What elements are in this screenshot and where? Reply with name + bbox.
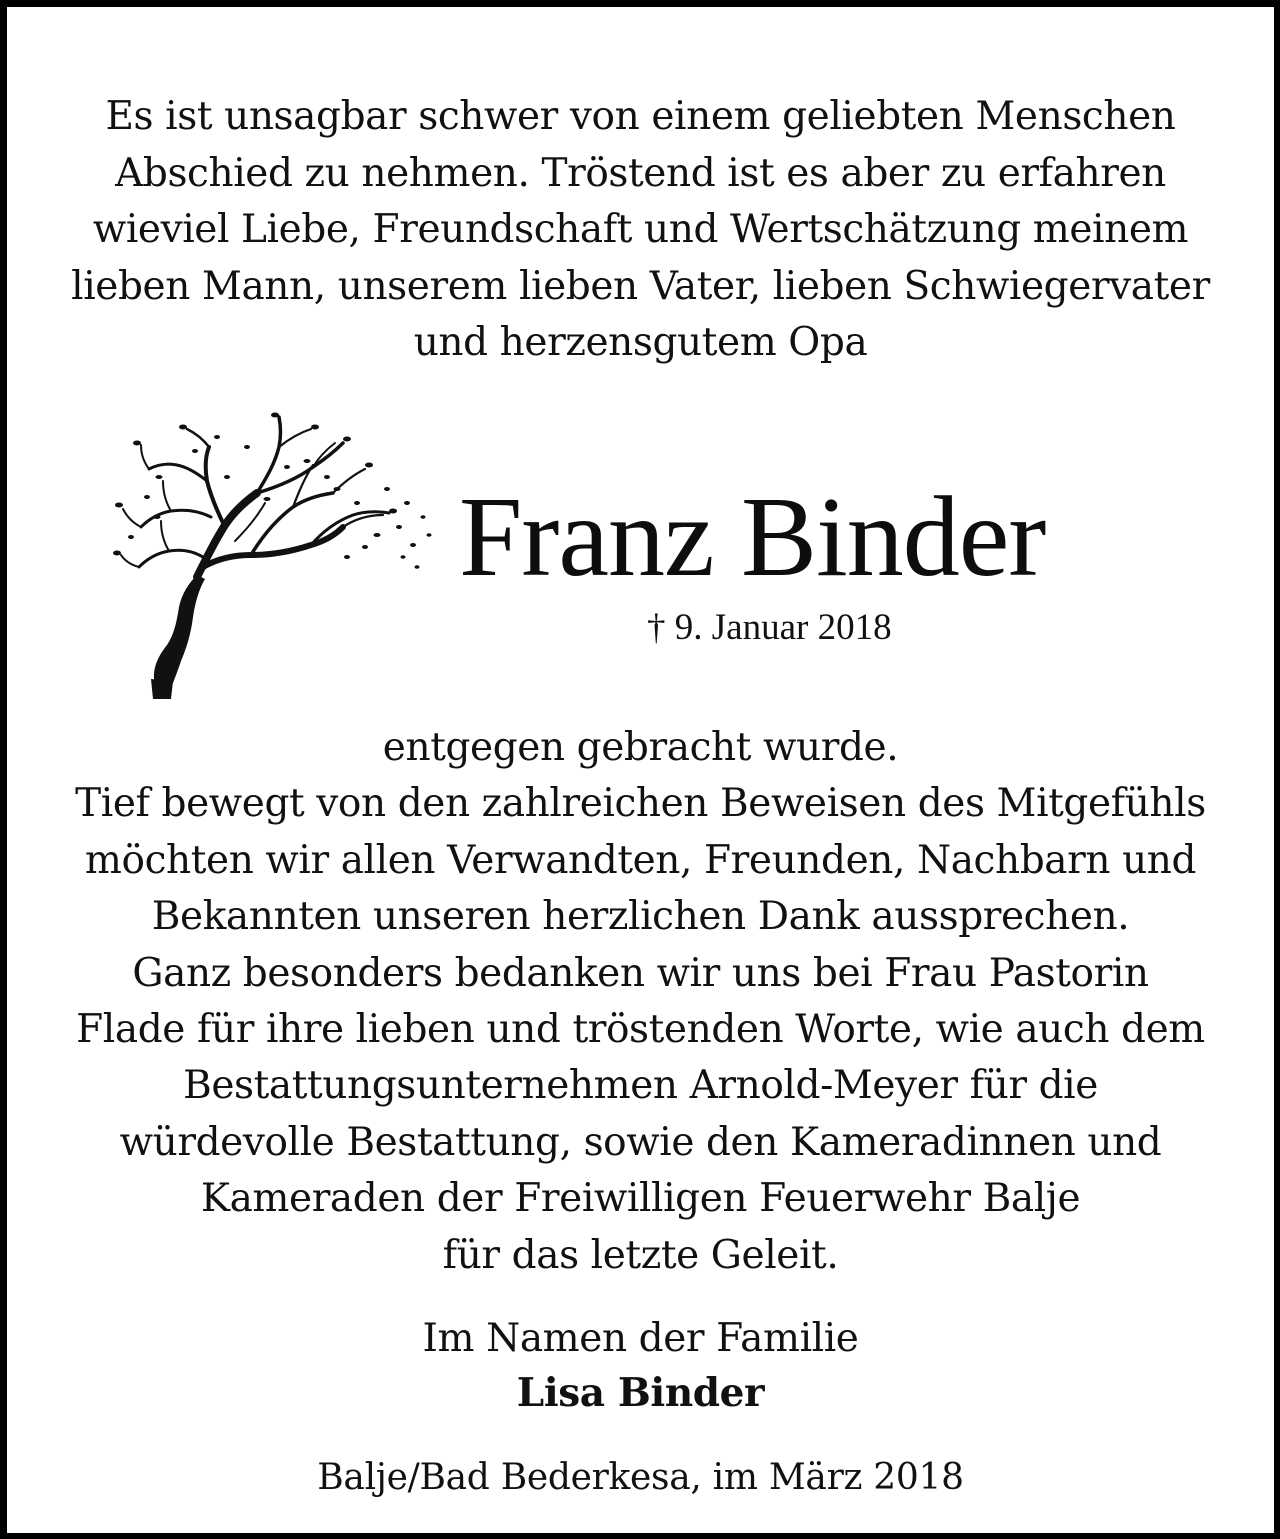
signer-name: Lisa Binder [516,1370,765,1416]
body-line: Flade für ihre lieben und tröstenden Worte, wie auch dem [76,1007,1205,1053]
body-line: entgegen gebracht wurde. [382,725,899,770]
deceased-name: Franz Binder [459,473,1046,600]
intro-line: und herzensgutem Opa [413,320,868,365]
intro-line: lieben Mann, unserem lieben Vater, lieben Schwiegervater [71,263,1210,309]
body-line: für das letzte Geleit. [442,1232,839,1278]
thanks-text [7,720,1274,1284]
place-date: Balje/Bad Bederkesa, im März 2018 [317,1457,964,1498]
death-date: † 9. Januar 2018 [647,607,892,648]
body-line: Bestattungsunternehmen Arnold-Meyer für die [183,1063,1098,1109]
body-line: Tief bewegt von den zahlreichen Beweisen des Mitgefühls [75,781,1206,827]
intro-line: Es ist unsagbar schwer von einem geliebten Menschen [105,94,1176,139]
intro-text [7,89,1274,372]
closing-block [7,1311,1274,1421]
body-line: Bekannten unseren herzlichen Dank aussprechen. [151,894,1130,940]
body-line: Kameraden der Freiwilligen Feuerwehr Balje [200,1176,1081,1222]
intro-line: Abschied zu nehmen. Tröstend ist es aber zu erfahren [115,150,1166,196]
windblown-tree-icon [107,407,437,717]
body-line: würdevolle Bestattung, sowie den Kameradinnen und [119,1119,1162,1165]
closing-phrase: Im Namen der Familie [422,1316,859,1361]
body-line: Ganz besonders bedanken wir uns bei Frau Pastorin [132,950,1149,996]
body-line: möchten wir allen Verwandten, Freunden, Nachbarn und [84,837,1197,883]
intro-line: wieviel Liebe, Freundschaft und Wertschätzung meinem [92,207,1189,252]
